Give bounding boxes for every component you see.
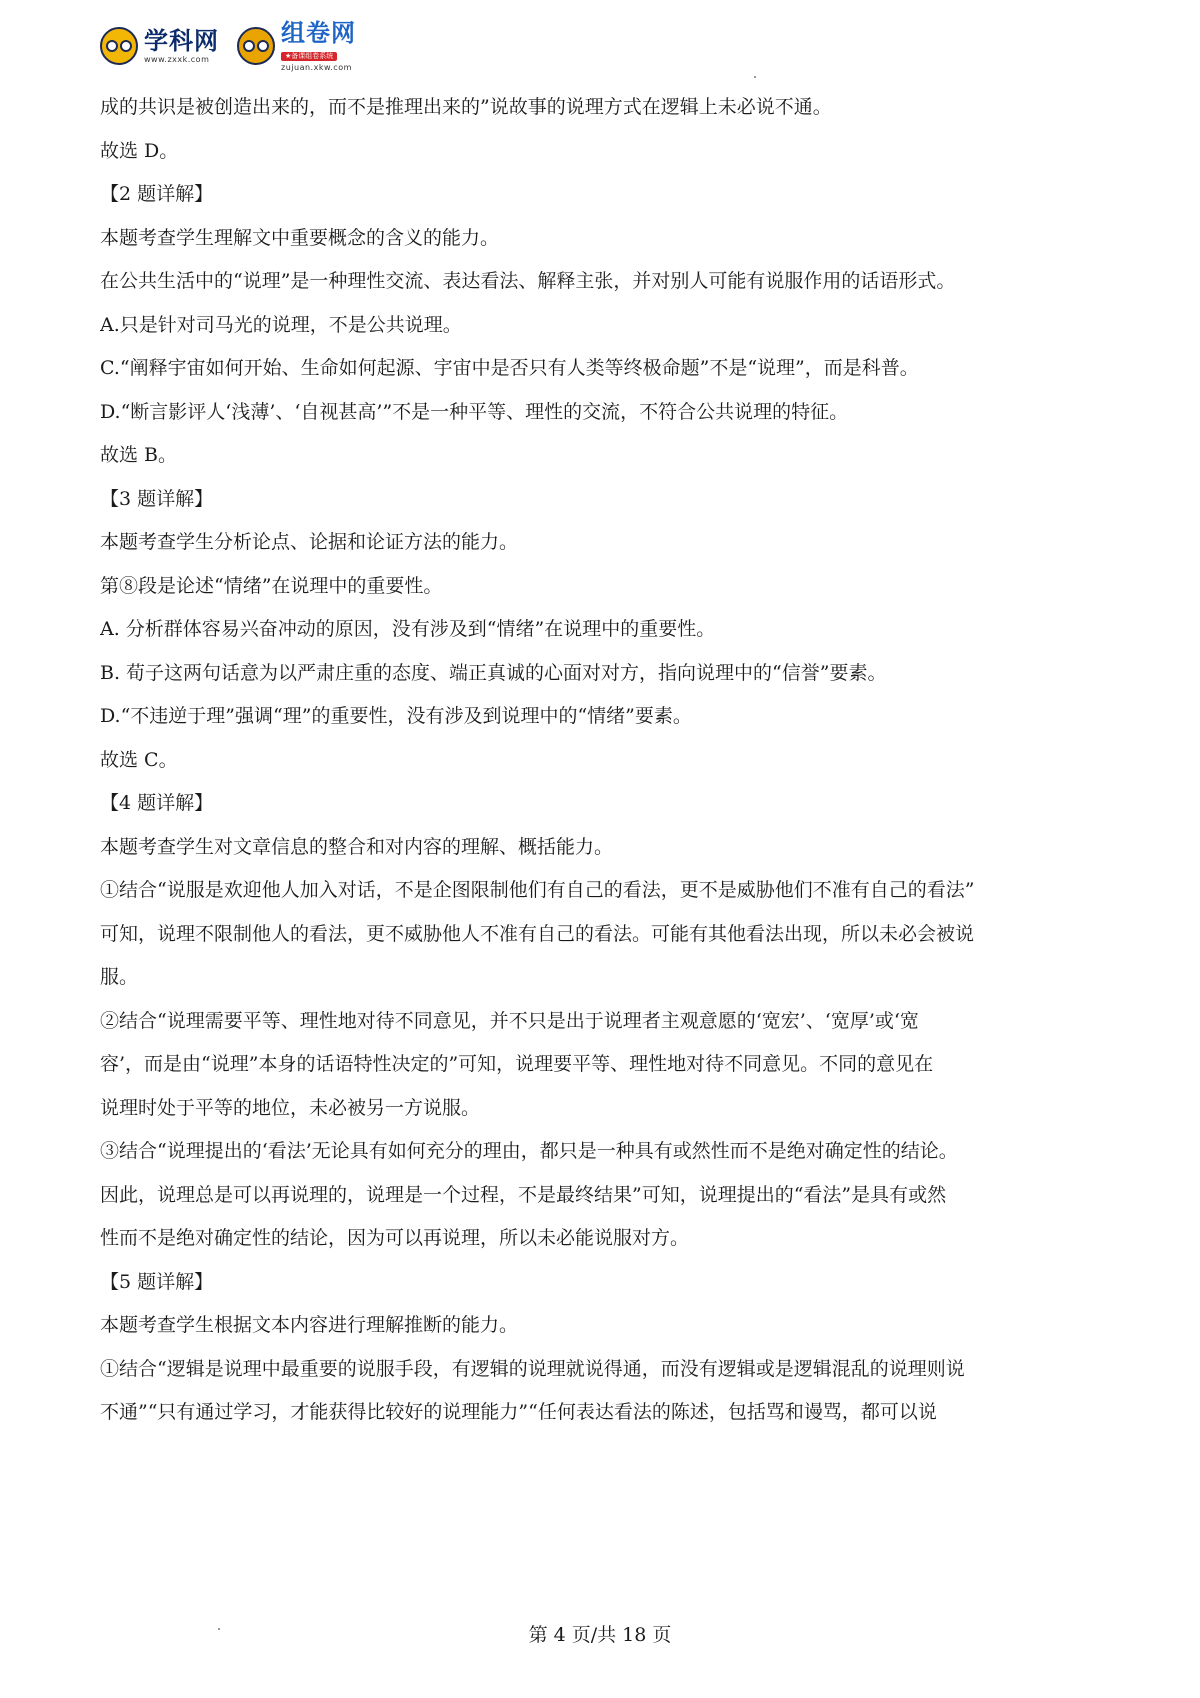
text-line: 服。: [100, 966, 139, 988]
logo2-tag: ★备课组卷系统: [281, 52, 337, 61]
text-line: 在公共生活中的“说理”是一种理性交流、表达看法、解释主张，并对别人可能有说服作用的话语形式。: [100, 270, 956, 292]
text-line: A. 分析群体容易兴奋冲动的原因，没有涉及到“情绪”在说理中的重要性。: [100, 618, 716, 640]
logo1-name: 学科网: [144, 26, 219, 55]
text-line: 【2 题详解】: [100, 183, 214, 205]
page-header: [100, 18, 356, 74]
logo1-url: www.zxxk.com: [144, 54, 210, 64]
owl-face-icon: [100, 27, 138, 65]
text-line: 本题考查学生对文章信息的整合和对内容的理解、概括能力。: [100, 835, 614, 858]
text-line: 成的共识是被创造出来的，而不是推理出来的”说故事的说理方式在逻辑上未必说不通。: [100, 96, 832, 118]
text-line: 本题考查学生分析论点、论据和论证方法的能力。: [100, 531, 519, 553]
logo2-name: 组卷网: [281, 18, 356, 47]
text-line: A.只是针对司马光的说理，不是公共说理。: [100, 313, 462, 336]
text-line: 本题考查学生理解文中重要概念的含义的能力。: [100, 226, 500, 249]
text-line: D.“不违逆于理”强调“理”的重要性，没有涉及到说理中的“情绪”要素。: [100, 705, 692, 727]
text-line: 本题考查学生根据文本内容进行理解推断的能力。: [100, 1314, 519, 1336]
zujuan-logo: [237, 18, 356, 72]
text-line: ①结合“说服是欢迎他人加入对话，不是企图限制他们有自己的看法，更不是威胁他们不准有自己的看法”: [100, 879, 975, 901]
text-line: 容’，而是由“说理”本身的话语特性决定的”可知，说理要平等、理性地对待不同意见。不同的意见在: [100, 1053, 934, 1075]
text-line: 说理时处于平等的地位，未必被另一方说服。: [100, 1096, 481, 1119]
text-line: 不通”“只有通过学习，才能获得比较好的说理能力”“任何表达看法的陈述，包括骂和谩骂，都可以说: [100, 1401, 937, 1423]
text-line: B. 荀子这两句话意为以严肃庄重的态度、端正真诚的心面对对方，指向说理中的“信誉”要素。: [100, 661, 887, 684]
text-line: D.“断言影评人‘浅薄’、‘自视甚高’”不是一种平等、理性的交流，不符合公共说理的特征。: [100, 400, 849, 423]
document-body: [100, 86, 1010, 1435]
text-line: 可知，说理不限制他人的看法，更不威胁他人不准有自己的看法。可能有其他看法出现，所以未必会被说: [100, 922, 975, 945]
text-line: 性而不是绝对确定性的结论，因为可以再说理，所以未必能说服对方。: [100, 1227, 690, 1249]
zxxk-logo: [100, 27, 219, 65]
text-line: 故选 D。: [100, 139, 179, 162]
text-line: 故选 B。: [100, 444, 178, 466]
text-line: 【3 题详解】: [100, 487, 214, 510]
text-line: 因此，说理总是可以再说理的，说理是一个过程，不是最终结果”可知，说理提出的“看法”是具有或然: [100, 1183, 947, 1206]
speck-mark: [754, 76, 756, 78]
page-number: 第 4 页/共 18 页: [528, 1624, 672, 1646]
text-line: ③结合“说理提出的‘看法’无论具有如何充分的理由，都只是一种具有或然性而不是绝对确定性的结论。: [100, 1140, 958, 1162]
text-line: ②结合“说理需要平等、理性地对待不同意见，并不只是出于说理者主观意愿的‘宽宏’、‘宽厚’或‘宽: [100, 1009, 919, 1032]
text-line: ①结合“逻辑是说理中最重要的说服手段，有逻辑的说理就说得通，而没有逻辑或是逻辑混乱的说理则说: [100, 1357, 965, 1380]
logo2-url: zujuan.xkw.com: [281, 62, 352, 72]
text-line: C.“阐释宇宙如何开始、生命如何起源、宇宙中是否只有人类等终极命题”不是“说理”，而是科普。: [100, 357, 919, 379]
text-line: 【4 题详解】: [100, 792, 214, 814]
text-line: 第⑧段是论述“情绪”在说理中的重要性。: [100, 574, 443, 597]
text-line: 【5 题详解】: [100, 1270, 214, 1293]
graduate-cap-icon: [237, 27, 275, 65]
text-line: 故选 C。: [100, 748, 178, 771]
